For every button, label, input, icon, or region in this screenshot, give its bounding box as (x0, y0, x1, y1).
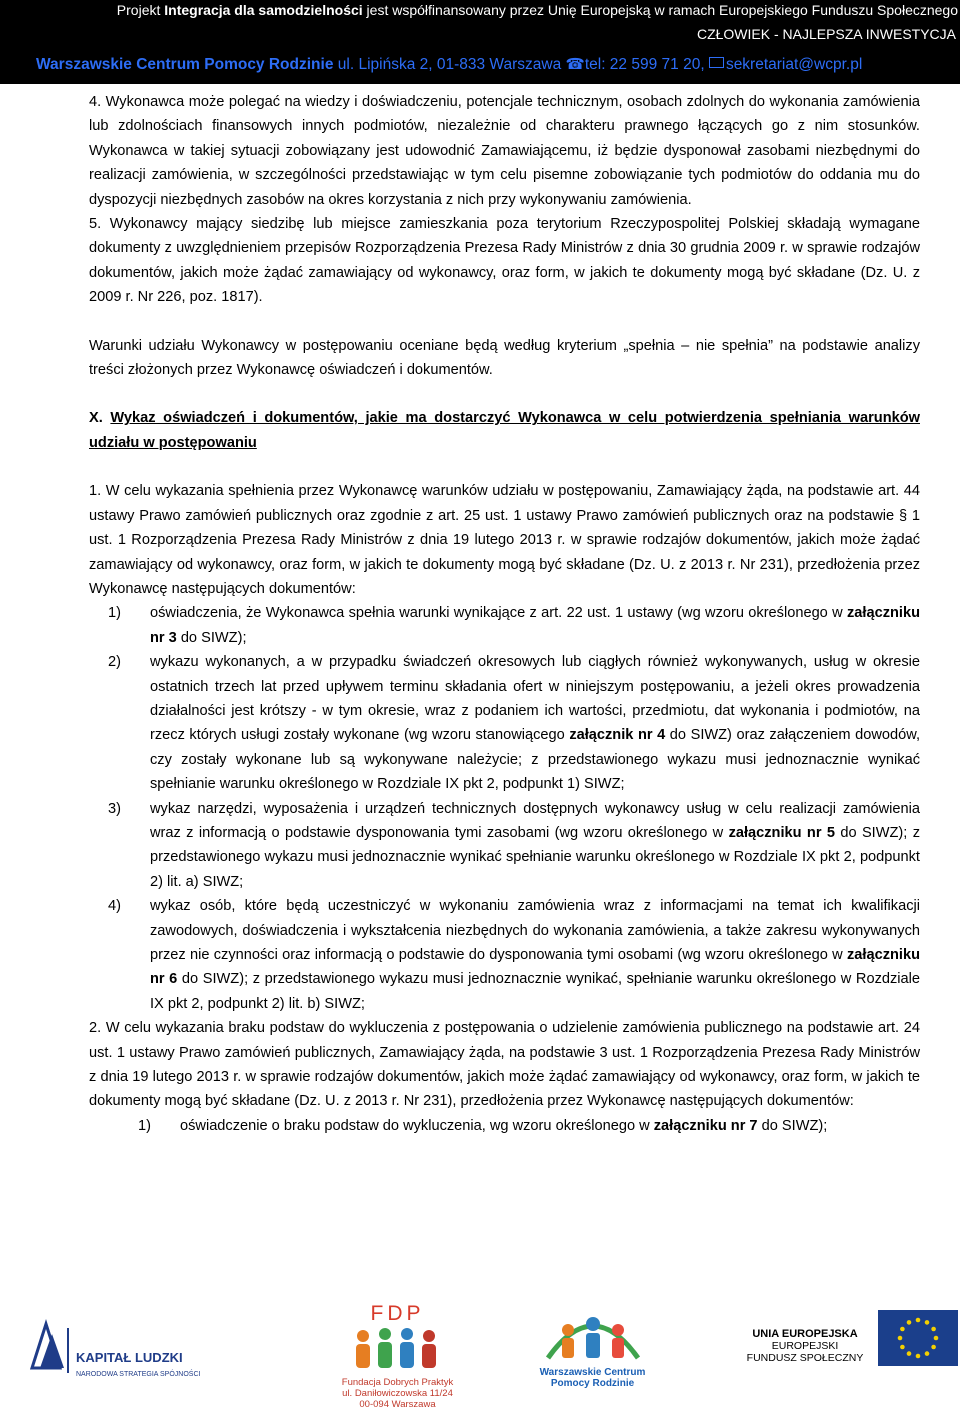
email[interactable]: sekretariat@wcpr.pl (725, 56, 863, 73)
footer-logos (0, 1290, 960, 1410)
list-item: 2) wykazu wykonanych, a w przypadku świadczeń okresowych lub ciągłych również wykonywanych, usług w okresie ostatnich trzech lat przed upływem terminu składania ofert w niniejszym postępowaniu, a jeżeli okres prowadzenia działalności jest krótszy - w tym okresie, wraz z podaniem ich wartości, przedmiotu, dat wykonania i podmiotów, na rzecz których usługi zostały wykonane (wg wzoru stanowiącego załącznik nr 4 do SIWZ) oraz załączeniem dowodów, czy zostały wykonane lub są wykonywane należycie; z przedstawionego wykazu musi jednoznacznie wynikać spełnianie warunku określonego w Rozdziale IX pkt 2, podpunkt 1) SIWZ; (89, 650, 920, 796)
conditions-paragraph: Warunki udziału Wykonawcy w postępowaniu oceniane będą według kryterium „spełnia – nie spełnia” na podstawie analizy treści złożonych przez Wykonawcę oświadczeń i dokumentów. (89, 337, 920, 379)
eu-star (934, 1336, 939, 1341)
list-item-number: 3) (108, 800, 121, 817)
list-item-number: 2) (108, 654, 121, 671)
eu-star (907, 1320, 912, 1325)
svg-text:NARODOWA STRATEGIA SPÓJNOŚCI: NARODOWA STRATEGIA SPÓJNOŚCI (76, 1371, 201, 1378)
attachment-ref: załączniku nr 5 (728, 824, 835, 841)
list-item-number: 4) (108, 898, 121, 915)
attachment-ref: załączniku nr 7 (653, 1117, 758, 1134)
header-banner (0, 0, 960, 84)
document-body (89, 90, 920, 1138)
list-item: 1) oświadczenie o braku podstaw do wykluczenia, wg wzoru określonego w załączniku nr 7 do SIWZ); (89, 1114, 920, 1138)
wcpr-family-icon (538, 1304, 648, 1362)
fdp-figures-icon (343, 1326, 453, 1372)
org-name: Warszawskie Centrum Pomocy Rodzinie (36, 56, 334, 73)
list-item: 4) wykaz osób, które będą uczestniczyć w wykonaniu zamówienia wraz z informacjami na temat ich kwalifikacji zawodowych, doświadczenia i wykształcenia niezbędnych do wykonania zamówienia, a także zakresu wykonywanych przez nie czynności oraz informacją o podstawie do dysponowania tymi osobami (wg wzoru określonego w załączniku nr 6 do SIWZ); z przedstawionego wykazu musi jednoznacznie wynikać, spełnianie warunku określonego w Rozdziale IX pkt 2, podpunkt 2) lit. b) SIWZ; (89, 894, 920, 1016)
eu-star (900, 1345, 905, 1350)
list-item: 3) wykaz narzędzi, wyposażenia i urządzeń technicznych dostępnych wykonawcy usług w celu realizacji zamówienia wraz z informacją o podstawie dysponowania tymi zasobami (wg wzoru określonego w załączniku nr 5 do SIWZ); z przedstawionego wykazu musi jednoznacznie wynikać spełnianie warunku określonego w Rozdziale IX pkt 2, podpunkt 2) lit. a) SIWZ; (89, 797, 920, 895)
phone: tel: 22 599 71 20, (584, 56, 705, 73)
kapital-ludzki-logo (28, 1318, 228, 1388)
attachment-ref: załączniku nr 6 (150, 947, 920, 988)
mail-icon (709, 57, 724, 68)
list-item-number: 1) (138, 1117, 151, 1134)
eu-star (907, 1351, 912, 1356)
paragraph-4: 4. Wykonawca może polegać na wiedzy i doświadczeniu, potencjale technicznym, osobach zdolnych do wykonania zamówienia lub zdolnościach finansowych innych podmiotów, niezależnie od charakteru prawnego łączących go z nim stosunków. Wykonawca w takiej sytuacji zobowiązany jest udowodnić Zamawiającemu, iż będzie dysponował zasobami niezbędnymi do realizacji zamówienia, w szczególności przedstawiając w tym celu pisemne zobowiązanie tych podmiotów do oddania mu do dyspozycji niezbędnych zasobów na okres korzystania z nich przy wykonywaniu zamówienia. (89, 94, 920, 208)
eu-flag-icon (878, 1310, 958, 1366)
eu-star (916, 1318, 921, 1323)
eu-star (916, 1354, 921, 1359)
section-2-intro: 2. W celu wykazania braku podstaw do wykluczenia z postępowania o udzielenie zamówienia publicznego na podstawie art. 24 ust. 1 ustawy Prawo zamówień publicznych, Zamawiający żąda, na podstawie 3 ust. 1 Rozporządzenia Prezesa Rady Ministrów z dnia 19 lutego 2013 r. w sprawie rodzajów dokumentów, jakich może żądać zamawiający od wykonawcy, oraz form, w jakich te dokumenty mogą być składane (Dz. U. z 2013 r. Nr 231), przedłożenia przez Wykonawcę następujących dokumentów: (89, 1020, 920, 1110)
section-1-intro: 1. W celu wykazania spełnienia przez Wykonawcę warunków udziału w postępowaniu, Zamawiający żąda, na podstawie art. 44 ustawy Prawo zamówień publicznych oraz zgodnie z art. 25 ust. 1 ustawy Prawo zamówień publicznych oraz na podstawie § 1 ust. 1 Rozporządzenia Prezesa Rady Ministrów z dnia 19 lutego 2013 r. w sprawie rodzajów dokumentów, jakich może żądać zamawiający od wykonawcy, oraz form, w jakich te dokumenty mogą być składane (Dz. U. z 2013 r. Nr 231), przedłożenia przez Wykonawcę następujących dokumentów: (89, 483, 920, 597)
eu-star (898, 1336, 903, 1341)
project-line: Projekt Integracja dla samodzielności jest współfinansowany przez Unię Europejską w ramach Europejskiego Funduszu Społecznego (116, 2, 958, 18)
wcpr-logo: Warszawskie Centrum Pomocy Rodzinie (520, 1304, 665, 1399)
address: ul. Lipińska 2, 01-833 Warszawa (337, 56, 562, 73)
slogan: CZŁOWIEK - NAJLEPSZA INWESTYCJA (696, 26, 956, 42)
section-heading: X. Wykaz oświadczeń i dokumentów, jakie ma dostarczyć Wykonawca w celu potwierdzenia spełniania warunków udziału w postępowaniu (89, 410, 920, 451)
eu-logo: UNIA EUROPEJSKA EUROPEJSKI FUNDUSZ SPOŁECZNY (730, 1310, 960, 1385)
exclusion-documents-list (89, 1114, 920, 1138)
list-item-number: 1) (108, 605, 121, 622)
fdp-logo: FDP Fundacja Dobrych Praktyk ul. Daniłowiczowska 11/24 00-094 Warszawa (341, 1302, 454, 1410)
contact-line (36, 55, 862, 74)
section-title: Wykaz oświadczeń i dokumentów, jakie ma dostarczyć Wykonawca w celu potwierdzenia spełniania warunków udziału w postępowaniu (89, 410, 920, 451)
paragraph-5: 5. Wykonawcy mający siedzibę lub miejsce zamieszkania poza terytorium Rzeczypospolitej Polskiej składają wymagane dokumenty z uwzględnieniem przepisów Rozporządzenia Prezesa Rady Ministrów z dnia 30 grudnia 2009 r. w sprawie rodzajów dokumentów, jakich może żądać zamawiający od wykonawcy, oraz form, w jakich te dokumenty mogą być składane (Dz. U. z 2009 r. Nr 226, poz. 1817). (89, 216, 920, 306)
eu-star (925, 1320, 930, 1325)
eu-star (931, 1327, 936, 1332)
eu-star (925, 1351, 930, 1356)
attachment-ref: załącznik nr 4 (569, 727, 666, 744)
eu-star (900, 1327, 905, 1332)
documents-list (89, 601, 920, 1016)
attachment-ref: załączniku nr 3 (150, 605, 920, 646)
list-item: 1) oświadczenia, że Wykonawca spełnia warunki wynikające z art. 22 ust. 1 ustawy (wg wzoru określonego w załączniku nr 3 do SIWZ); (89, 601, 920, 650)
phone-icon: ☎ (565, 56, 585, 73)
svg-text:KAPITAŁ LUDZKI: KAPITAŁ LUDZKI (76, 1350, 183, 1365)
eu-star (931, 1345, 936, 1350)
